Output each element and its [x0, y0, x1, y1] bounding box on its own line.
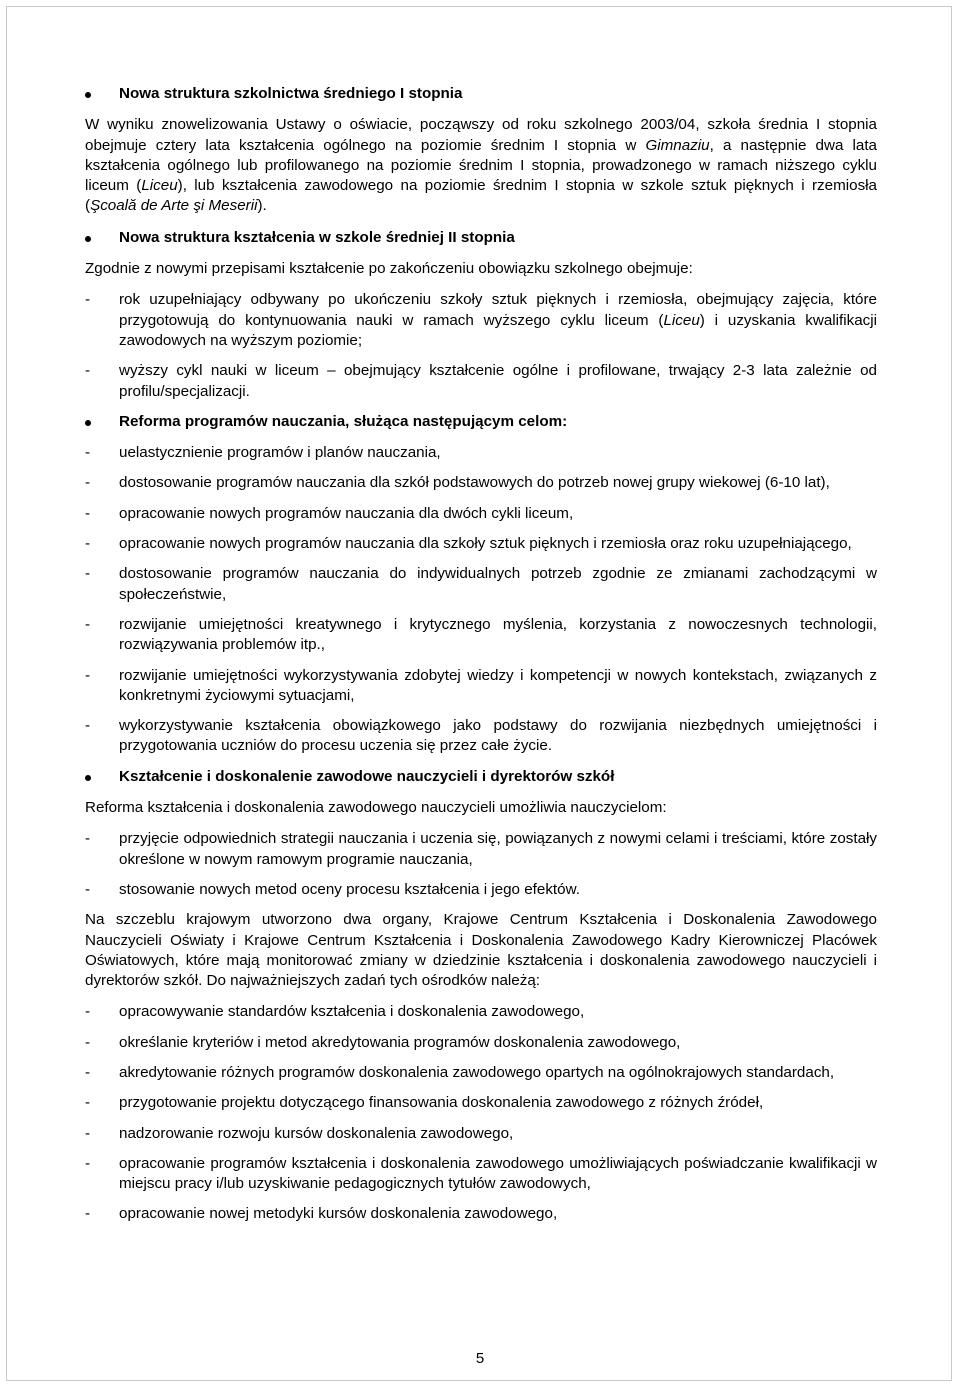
list-item: - dostosowanie programów nauczania dla szkół podstawowych do potrzeb nowej grupy wiekowej (6-10 lat),	[85, 474, 830, 492]
section-heading	[85, 228, 877, 248]
list-item: - opracowanie nowej metodyki kursów doskonalenia zawodowego,	[85, 1205, 558, 1223]
paragraph: W wyniku znowelizowania Ustawy o oświacie, począwszy od roku szkolnego 2003/04, szkoła średnia I stopnia obejmuje cztery lata kształcenia ogólnego na poziomie średnim I stopnia w Gimnaziu, a następnie dwa lata kształcenia ogólnego lub profilowanego na poziomie średnim I stopnia, prowadzonego w ramach niższego cyklu liceum (Liceu), lub kształcenia zawodowego na poziomie średnim I stopnia w szkole sztuk pięknych i rzemiosła (Şcoală de Arte şi Meserii).	[85, 116, 877, 215]
list-item: - opracowanie programów kształcenia i doskonalenia zawodowego umożliwiających poświadczanie kwalifikacji w miejscu pracy i/lub uzyskiwanie pedagogicznych tytułów zawodowych,	[85, 1154, 877, 1193]
list-item: - przyjęcie odpowiednich strategii nauczania i uczenia się, powiązanych z nowymi celami i treściami, które zostały określone w nowym ramowym programie nauczania,	[85, 830, 877, 868]
bullet-icon	[85, 92, 91, 98]
list-item: - dostosowanie programów nauczania do indywidualnych potrzeb zgodnie ze zmianami zachodzącymi w społeczeństwie,	[85, 565, 877, 603]
section-heading	[85, 767, 877, 787]
heading-text: Reforma programów nauczania, służąca następującym celom:	[119, 412, 568, 430]
heading-text: Kształcenie i doskonalenie zawodowe nauczycieli i dyrektorów szkół	[119, 767, 615, 785]
list-item: - wyższy cykl nauki w liceum – obejmujący kształcenie ogólne i profilowane, trwający 2-3 lata zależnie od profilu/specjalizacji.	[85, 362, 877, 400]
heading-text: Nowa struktura szkolnictwa średniego I stopnia	[119, 85, 463, 102]
bullet-icon	[85, 420, 91, 426]
list-item: - przygotowanie projektu dotyczącego finansowania doskonalenia zawodowego z różnych źródeł,	[85, 1094, 764, 1112]
heading-text: Nowa struktura kształcenia w szkole średniej II stopnia	[119, 228, 515, 246]
list-item: - opracowanie nowych programów nauczania dla szkoły sztuk pięknych i rzemiosła oraz roku uzupełniającego,	[85, 535, 852, 553]
list-item: - stosowanie nowych metod oceny procesu kształcenia i jego efektów.	[85, 880, 580, 898]
document-body	[85, 84, 877, 1235]
list-item: - nadzorowanie rozwoju kursów doskonalenia zawodowego,	[85, 1124, 514, 1142]
list-item: - wykorzystywanie kształcenia obowiązkowego jako podstawy do rozwijania niezbędnych umiejętności i przygotowania uczniów do procesu uczenia się przez całe życie.	[85, 717, 877, 755]
list-item: - rok uzupełniający odbywany po ukończeniu szkoły sztuk pięknych i rzemiosła, obejmujący zajęcia, które przygotowują do kontynuowania nauki w ramach wyższego cyklu liceum (Liceu) i uzyskania kwalifikacji zawodowych na wyższym poziomie;	[85, 291, 877, 349]
bullet-icon	[85, 775, 91, 781]
list-item: - rozwijanie umiejętności wykorzystywania zdobytej wiedzy i kompetencji w nowych kontekstach, związanych z konkretnymi życiowymi sytuacjami,	[85, 666, 877, 704]
list-item: - rozwijanie umiejętności kreatywnego i krytycznego myślenia, korzystania z nowoczesnych technologii, rozwiązywania problemów itp.,	[85, 615, 877, 654]
section-heading	[85, 412, 877, 432]
paragraph: Reforma kształcenia i doskonalenia zawodowego nauczycieli umożliwia nauczycielom:	[85, 799, 667, 817]
list-item: - opracowanie nowych programów nauczania dla dwóch cykli liceum,	[85, 504, 574, 522]
list-item: - określanie kryteriów i metod akredytowania programów doskonalenia zawodowego,	[85, 1033, 681, 1051]
list-item: - akredytowanie różnych programów doskonalenia zawodowego opartych na ogólnokrajowych standardach,	[85, 1063, 835, 1081]
bullet-icon	[85, 236, 91, 242]
paragraph: Zgodnie z nowymi przepisami kształcenie po zakończeniu obowiązku szkolnego obejmuje:	[85, 260, 693, 278]
paragraph: Na szczeblu krajowym utworzono dwa organy, Krajowe Centrum Kształcenia i Doskonalenia Zawodowego Nauczycieli Oświaty i Krajowe Centrum Kształcenia i Doskonalenia Zawodowego Kadry Kierowniczej Placówek Oświatowych, które mają monitorować zmiany w dziedzinie kształcenia i doskonalenia zawodowego nauczycieli i dyrektorów szkół. Do najważniejszych zadań tych ośrodków należą:	[85, 911, 877, 990]
section-heading	[85, 84, 877, 104]
page-number: 5	[475, 1350, 485, 1367]
list-item: - uelastycznienie programów i planów nauczania,	[85, 444, 441, 462]
list-item: - opracowywanie standardów kształcenia i doskonalenia zawodowego,	[85, 1003, 585, 1021]
